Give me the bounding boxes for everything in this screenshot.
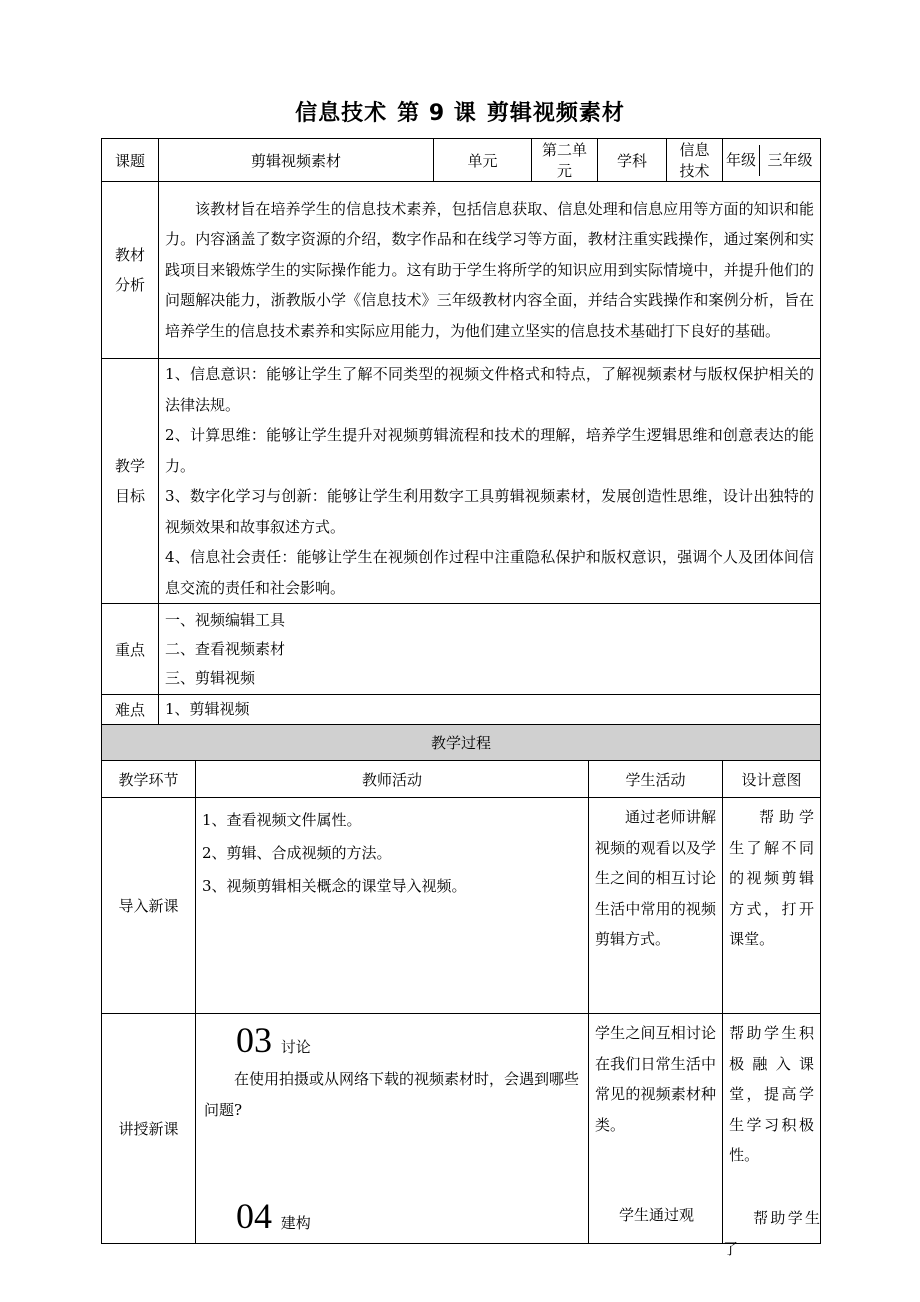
col-stage: 教学环节 — [102, 761, 196, 798]
intro-teacher — [196, 798, 589, 1014]
difficulty-label: 难点 — [102, 695, 159, 725]
analysis-label — [102, 182, 159, 359]
difficulty-row — [102, 695, 821, 725]
analysis-text: 该教材旨在培养学生的信息技术素养，包括信息获取、信息处理和信息应用等方面的知识和能力。内容涵盖了数字资源的介绍，数字作品和在线学习等方面，教材注重实践操作，通过案例和实践项目来锻炼学生的实际操作能力。这有助于学生将所学的知识应用到实际情境中，并提升他们的问题解决能力，浙教版小学《信息技术》三年级教材内容全面，并结合实践操作和案例分析，旨在培养学生的信息技术素养和实际应用能力，为他们建立坚实的信息技术基础打下良好的基础。 — [159, 182, 821, 359]
objectives-list — [159, 359, 821, 604]
grade-cell — [723, 139, 821, 182]
step1-text: 在使用拍摄或从网络下载的视频素材时，会遇到哪些问题? — [204, 1070, 580, 1119]
col-intent: 设计意图 — [723, 761, 821, 798]
teach-intent-text2: 帮助学生了 — [723, 1209, 821, 1258]
analysis-label-line2: 分析 — [114, 276, 145, 294]
grade-value: 三年级 — [767, 150, 813, 169]
unit-value: 第二单元 — [532, 139, 598, 182]
col-teacher: 教师活动 — [196, 761, 589, 798]
intro-student: 通过老师讲解视频的观看以及学生之间的相互讨论生活中常用的视频剪辑方式。 — [589, 798, 723, 1014]
objectives-label-line1: 教学 — [114, 457, 145, 475]
objective-item: 4、信息社会责任：能够让学生在视频创作过程中注重隐私保护和版权意识，强调个人及团体间信息交流的责任和社会影响。 — [165, 548, 815, 597]
title-subject: 信息技术 — [295, 101, 388, 126]
subject-value: 信息技术 — [667, 139, 723, 182]
difficulty-value: 1、剪辑视频 — [159, 695, 821, 725]
objectives-label — [102, 359, 159, 604]
analysis-row — [102, 182, 821, 359]
step2-heading — [236, 1196, 311, 1236]
intro-stage: 导入新课 — [102, 798, 196, 1014]
intro-teacher-item: 2、剪辑、合成视频的方法。 — [202, 844, 392, 862]
teach-intent — [723, 1014, 821, 1258]
intro-row — [102, 798, 821, 1014]
grade-label: 年级 — [723, 145, 760, 176]
header-row — [102, 139, 821, 182]
objective-item: 3、数字化学习与创新：能够让学生利用数字工具剪辑视频素材，发展创造性思维，设计出独特的视频效果和故事叙述方式。 — [165, 487, 815, 536]
teach-student — [589, 1014, 723, 1244]
subject-label: 学科 — [598, 139, 667, 182]
title-topic: 剪辑视频素材 — [486, 101, 625, 126]
unit-label: 单元 — [434, 139, 532, 182]
step1-number: 03 — [236, 1020, 272, 1060]
key-point-item: 二、查看视频素材 — [165, 639, 286, 658]
process-heading-row — [102, 725, 821, 761]
objective-item: 1、信息意识：能够让学生了解不同类型的视频文件格式和特点，了解视频素材与版权保护相关的法律法规。 — [165, 365, 815, 414]
teach-teacher — [196, 1014, 589, 1244]
step2-number: 04 — [236, 1196, 272, 1236]
teach-intent-text1: 帮助学生积极融入课堂，提高学生学习积极性。 — [729, 1024, 815, 1164]
intro-teacher-item: 3、视频剪辑相关概念的课堂导入视频。 — [202, 877, 467, 895]
process-columns-row — [102, 761, 821, 798]
col-student: 学生活动 — [589, 761, 723, 798]
intro-teacher-item: 1、查看视频文件属性。 — [202, 811, 362, 829]
objectives-row — [102, 359, 821, 604]
teach-stage: 讲授新课 — [102, 1014, 196, 1244]
key-point-item: 三、剪辑视频 — [165, 668, 256, 687]
intro-intent: 帮助学生了解不同的视频剪辑方式，打开课堂。 — [723, 798, 821, 1014]
step2-label: 建构 — [280, 1214, 311, 1232]
analysis-label-line1: 教材 — [114, 246, 145, 264]
teach-row — [102, 1014, 821, 1244]
key-points-list — [159, 604, 821, 695]
step1-heading — [204, 1020, 580, 1060]
key-points-row — [102, 604, 821, 695]
topic-label: 课题 — [102, 139, 159, 182]
objective-item: 2、计算思维：能够让学生提升对视频剪辑流程和技术的理解，培养学生逻辑思维和创意表达的能力。 — [165, 426, 815, 475]
process-heading: 教学过程 — [102, 725, 821, 761]
key-point-item: 一、视频编辑工具 — [165, 610, 286, 629]
page-title — [0, 96, 920, 127]
title-lesson: 第 9 课 — [397, 101, 477, 126]
step1-label: 讨论 — [280, 1038, 311, 1056]
teach-student-text2: 学生通过观 — [619, 1206, 695, 1224]
lesson-plan-table — [101, 138, 821, 1258]
topic-value: 剪辑视频素材 — [159, 139, 434, 182]
teach-student-text1: 学生之间互相讨论在我们日常生活中常见的视频素材种类。 — [595, 1024, 717, 1134]
key-points-label: 重点 — [102, 604, 159, 695]
objectives-label-line2: 目标 — [114, 487, 145, 505]
